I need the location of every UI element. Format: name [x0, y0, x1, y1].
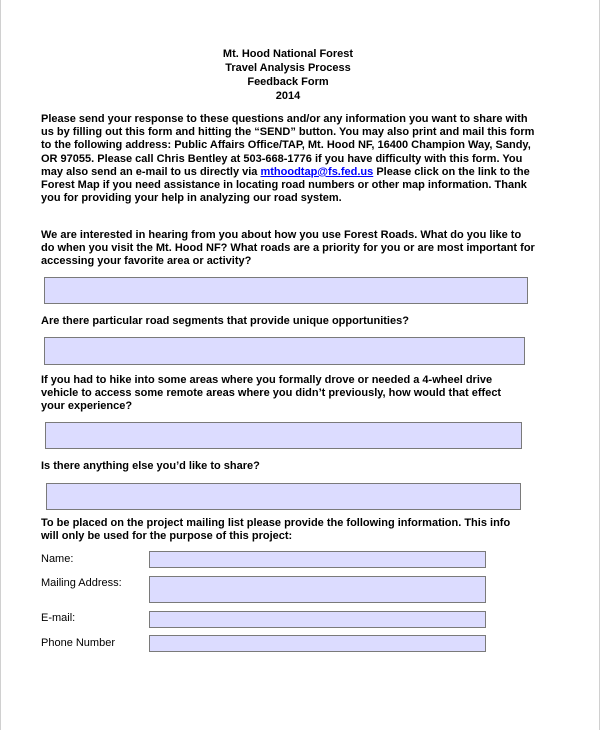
- question-road-segments: Are there particular road segments that provide unique opportunities?: [41, 315, 409, 327]
- answer-field-anything-else[interactable]: [46, 483, 521, 510]
- email-label: E-mail:: [41, 612, 76, 624]
- intro-paragraph: [41, 113, 543, 205]
- question-road-usage: We are interested in hearing from you about how you use Forest Roads. What do you like to do when you visit the Mt. Hood NF? What roads are a priority for you or are most important for accessing your favorite area or activity?: [41, 229, 535, 268]
- form-title: [0, 47, 576, 103]
- email-link[interactable]: mthoodtap@fs.fed.us: [260, 165, 374, 178]
- question-hiking-impact: If you had to hike into some areas where you formally drove or needed a 4-wheel drive vehicle to access some remote areas where you didn’t previously, how would that effect your experience?: [41, 374, 502, 413]
- email-field[interactable]: [149, 611, 486, 628]
- page-edge-left: [0, 0, 1, 730]
- phone-number-field[interactable]: [149, 635, 486, 652]
- mailing-list-intro: To be placed on the project mailing list please provide the following information. This info will only be used for the purpose of this project:: [41, 517, 511, 543]
- phone-number-label: Phone Number: [41, 637, 115, 649]
- intro-text-after-link: Please click on the link to the Forest Map if you need assistance in locating road numbers or other map information. Thank you for providing your help in analyzing our road system.: [41, 165, 530, 205]
- name-field[interactable]: [149, 551, 486, 568]
- name-label: Name:: [41, 553, 74, 565]
- question-anything-else: Is there anything else you’d like to share?: [41, 460, 260, 472]
- title-forest: Mt. Hood National Forest: [222, 48, 354, 60]
- intro-text-before-link: Please send your response to these questions and/or any information you want to share with us by filling out this form and hitting the “SEND” button. You may also print and mail this form to the following address: Public Affairs Office/TAP, Mt. Hood NF, 16400 Champion Way, Sandy, OR 97055. Please call Chris Bentley at 503-668-1776 if you have difficulty with this form. You may also send an e-mail to us directly via: [41, 113, 535, 178]
- answer-field-road-usage[interactable]: [44, 277, 528, 304]
- title-year: 2014: [275, 90, 301, 102]
- answer-field-road-segments[interactable]: [44, 337, 525, 365]
- title-form-name: Feedback Form: [247, 76, 329, 88]
- mailing-address-label: Mailing Address:: [41, 577, 122, 589]
- title-process: Travel Analysis Process: [225, 62, 351, 74]
- answer-field-hiking-impact[interactable]: [45, 422, 522, 449]
- mailing-address-field[interactable]: [149, 576, 486, 603]
